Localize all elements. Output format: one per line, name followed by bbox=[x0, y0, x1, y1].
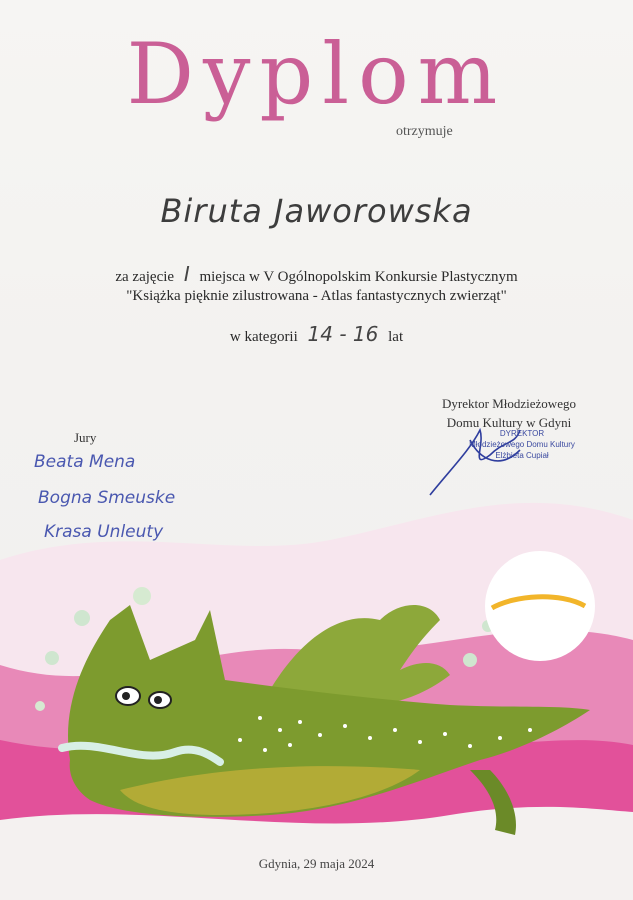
jury-signature-3: Krasa Unleuty bbox=[44, 522, 164, 542]
bubble bbox=[133, 587, 151, 605]
jury-signature-1: Beata Mena bbox=[34, 452, 136, 472]
place-and-date: Gdynia, 29 maja 2024 bbox=[258, 856, 375, 871]
director-stamp bbox=[452, 428, 592, 461]
diploma-title: Dyplom bbox=[126, 25, 507, 123]
jury-label: Jury bbox=[74, 430, 97, 445]
award-contest: miejsca w V Ogólnopolskim Konkursie Plastycznym bbox=[199, 269, 518, 285]
director-line-2: Domu Kultury w Gdyni bbox=[446, 415, 572, 430]
award-line-2: "Książka pięknie zilustrowana - Atlas fantastycznych zwierząt" bbox=[126, 288, 507, 304]
stamp-line-2: Młodzieżowego Domu Kultury bbox=[469, 440, 575, 449]
category-label: w kategorii bbox=[229, 329, 298, 345]
category-suffix: lat bbox=[388, 329, 404, 345]
diploma-subtitle: otrzymuje bbox=[396, 124, 453, 139]
bubble bbox=[463, 653, 477, 667]
recipient-name: Biruta Jaworowska bbox=[160, 192, 473, 230]
award-place: I bbox=[183, 262, 190, 286]
award-line-1 bbox=[0, 262, 633, 286]
award-line-3 bbox=[0, 322, 633, 346]
bubble bbox=[45, 651, 59, 665]
category-value: 14 - 16 bbox=[307, 322, 379, 346]
director-title bbox=[424, 394, 594, 432]
stamp-line-3: Elżbieta Cupiał bbox=[495, 451, 549, 460]
bubble bbox=[35, 701, 45, 711]
jury-signature-2: Bogna Smeuske bbox=[38, 488, 176, 508]
bubble bbox=[74, 610, 90, 626]
stamp-line-1: DYREKTOR bbox=[499, 429, 545, 438]
award-prefix: za zajęcie bbox=[115, 269, 175, 285]
director-line-1: Dyrektor Młodzieżowego bbox=[442, 396, 576, 411]
